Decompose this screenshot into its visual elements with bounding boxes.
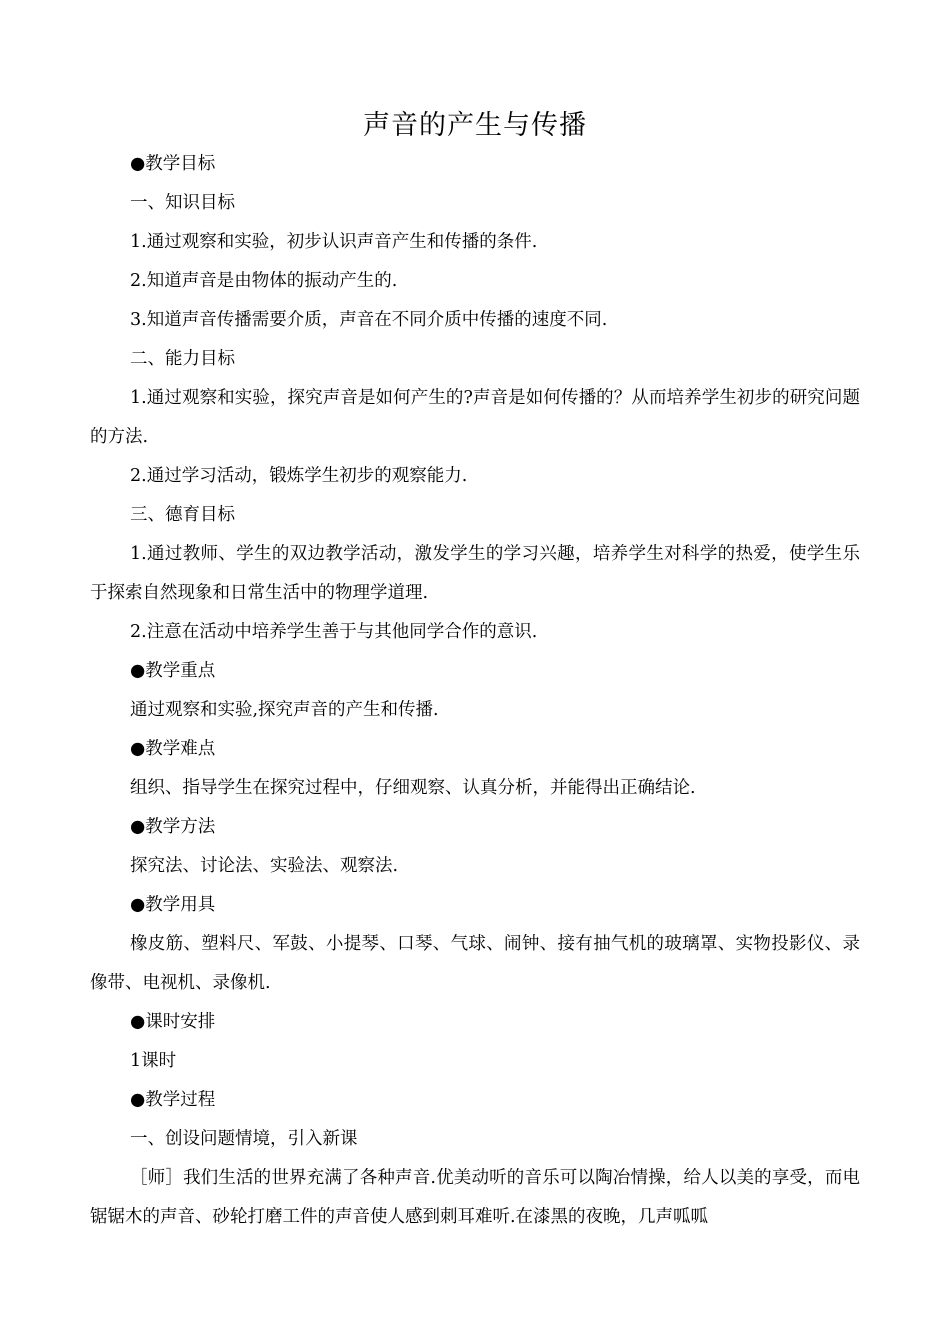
list-item: 2.注意在活动中培养学生善于与其他同学合作的意识.: [130, 622, 538, 642]
subheading-ability-goals: 二、能力目标: [130, 349, 235, 369]
section-heading-key-points: ●教学重点: [130, 661, 216, 681]
body-paragraph: 组织、指导学生在探究过程中，仔细观察、认真分析，并能得出正确结论.: [130, 778, 696, 798]
section-heading-methods: ●教学方法: [130, 817, 216, 837]
body-paragraph: 1课时: [130, 1051, 177, 1071]
body-paragraph: 探究法、讨论法、实验法、观察法.: [130, 856, 399, 876]
subheading-moral-goals: 三、德育目标: [130, 505, 235, 525]
section-heading-schedule: ●课时安排: [130, 1012, 216, 1032]
section-heading-teaching-goals: ●教学目标: [130, 154, 216, 174]
document-title: 声音的产生与传播: [363, 110, 587, 141]
list-item: 1.通过教师、学生的双边教学活动，激发学生的学习兴趣，培养学生对科学的热爱，使学生乐于探索自然现象和日常生活中的物理学道理.: [90, 544, 860, 603]
section-heading-difficulties: ●教学难点: [130, 739, 216, 759]
document-body: [90, 145, 860, 1237]
subheading-knowledge-goals: 一、知识目标: [130, 193, 235, 213]
list-item: 2.通过学习活动，锻炼学生初步的观察能力.: [130, 466, 468, 486]
list-item: 3.知道声音传播需要介质，声音在不同介质中传播的速度不同.: [130, 310, 608, 330]
list-item: 1.通过观察和实验，初步认识声音产生和传播的条件.: [130, 232, 538, 252]
body-paragraph: 通过观察和实验,探究声音的产生和传播.: [130, 700, 439, 720]
list-item: 1.通过观察和实验，探究声音是如何产生的?声音是如何传播的？从而培养学生初步的研究问题的方法.: [90, 388, 860, 447]
section-heading-process: ●教学过程: [130, 1090, 216, 1110]
list-item: 2.知道声音是由物体的振动产生的.: [130, 271, 398, 291]
body-paragraph: ［师］我们生活的世界充满了各种声音.优美动听的音乐可以陶冶情操，给人以美的享受，而电锯锯木的声音、砂轮打磨工件的声音使人感到刺耳难听.在漆黑的夜晚，几声呱呱: [90, 1168, 860, 1227]
subheading-intro: 一、创设问题情境，引入新课: [130, 1129, 358, 1149]
section-heading-tools: ●教学用具: [130, 895, 216, 915]
body-paragraph: 橡皮筋、塑料尺、军鼓、小提琴、口琴、气球、闹钟、接有抽气机的玻璃罩、实物投影仪、录像带、电视机、录像机.: [90, 934, 860, 993]
